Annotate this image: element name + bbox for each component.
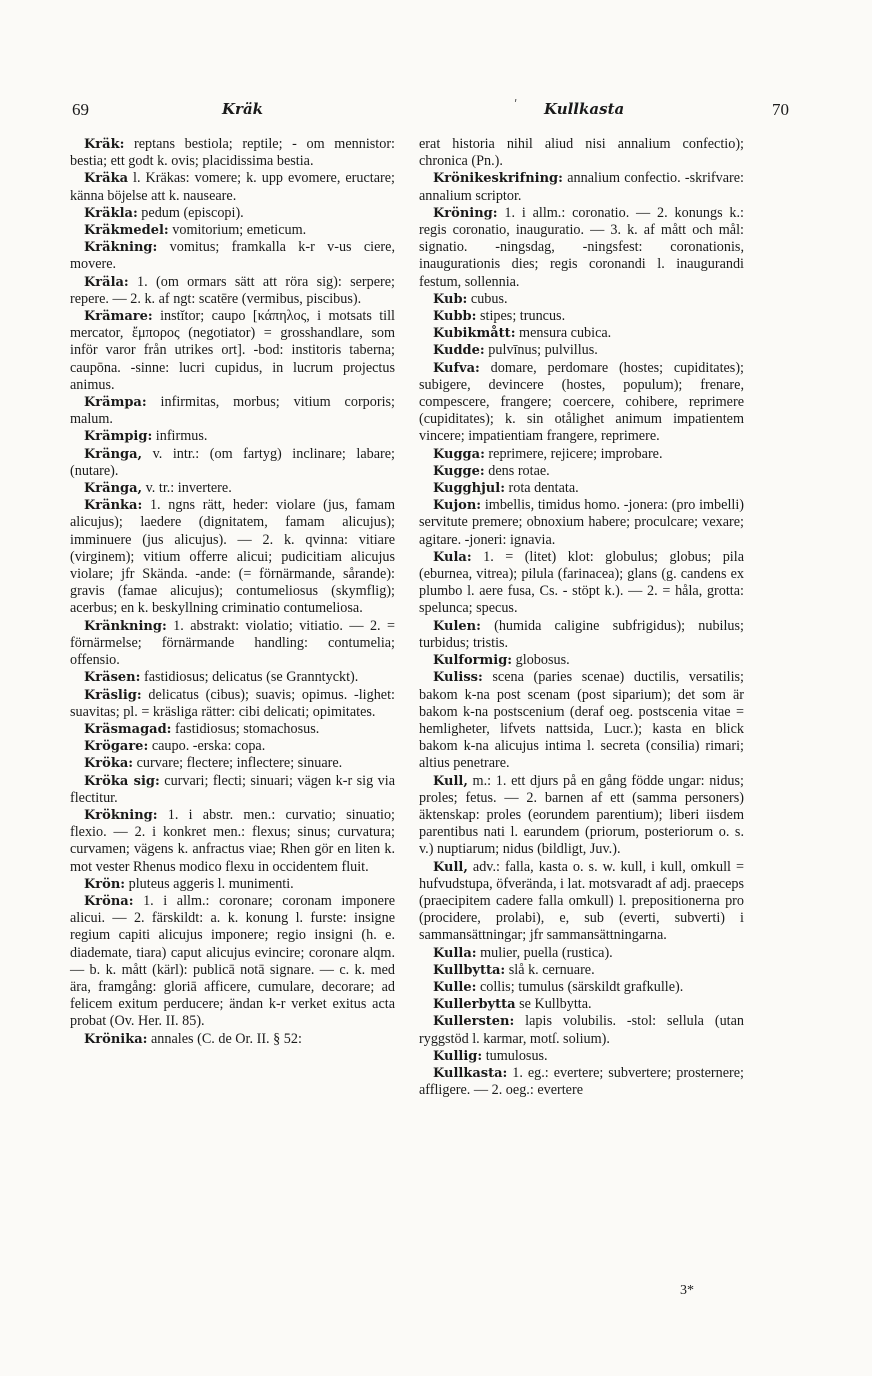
- dictionary-entry: [70, 222, 395, 239]
- entry-definition: vomitus; framkalla k-r v-us ciere, movere.: [70, 239, 395, 273]
- entry-definition: slå k. cernuare.: [505, 961, 595, 978]
- entry-headword: Kullersten:: [433, 1014, 515, 1030]
- dictionary-entry: [70, 618, 395, 670]
- entry-definition: delicatus (cibus); suavis; opimus. -lighet: suavitas; pl. = kräsliga rätter: cibi delicati; opimitates.: [70, 686, 395, 720]
- dictionary-entry: [419, 669, 744, 772]
- dictionary-entry: [419, 291, 744, 308]
- entry-definition: m.: 1. ett djurs på en gång födde ungar: nidus; proles; fetus. — 2. barnen af ett (samma personers) äktenskap: proles (eorundem parentium); liberi iisdem parentibus nati l. earundem (priorum, posteriorum o. s. v.) nuptiarum; nidus (bildligt, Juv.).: [419, 772, 744, 858]
- entry-definition: 1. eg.: evertere; subvertere; prosternere; affligere. — 2. oeg.: evertere: [419, 1064, 744, 1099]
- dictionary-entry: [70, 136, 395, 170]
- entry-definition: tumulosus.: [482, 1047, 548, 1064]
- entry-definition: 1. = (litet) klot: globulus; globus; pila (eburnea, vitrea); pilula (farinacea); glans (g. candens ex plumbo l. aere fusa, Cs. - stöpt k.). — 2. = håla, grotta: spelunca; specus.: [419, 548, 744, 617]
- entry-headword: Kräkla:: [84, 205, 138, 221]
- entry-headword: Krönika:: [84, 1031, 148, 1047]
- entry-definition: erat historia nihil aliud nisi annalium confectio); chronica (Pn.).: [419, 136, 744, 170]
- dictionary-entry: [419, 618, 744, 652]
- entry-headword: Kulla:: [433, 945, 477, 961]
- dictionary-entry: [419, 859, 744, 945]
- decorative-mark: ʹ: [514, 98, 518, 112]
- dictionary-entry: [70, 773, 395, 807]
- dictionary-entry: [70, 755, 395, 772]
- dictionary-entry: [419, 1048, 744, 1065]
- entry-headword: Kräkning:: [84, 240, 158, 256]
- entry-headword: Kubb:: [433, 309, 477, 325]
- dictionary-entry: [419, 962, 744, 979]
- left-column: [70, 136, 395, 1048]
- entry-headword: Kränga,: [84, 446, 143, 462]
- dictionary-entry: [70, 497, 395, 617]
- entry-headword: Kugge:: [433, 463, 485, 479]
- dictionary-entry: [419, 360, 744, 446]
- entry-definition: reptans bestiola; reptile; - om mennistor: bestia; ett godt k. ovis; placidissima bestia.: [70, 136, 395, 170]
- right-page-number: 70: [772, 100, 789, 119]
- entry-headword: Kräsmagad:: [84, 721, 172, 737]
- entry-definition: mulier, puella (rustica).: [476, 944, 613, 961]
- entry-definition: 1. i allm.: coronatio. — 2. konungs k.: regis coronatio, inauguratio. — 3. k. af mått och mål: signatio. -ningsdag, -ningsfest: coronationis, inaugurationis dies; regis coronandi l. inaugurandi festum, sollennia.: [419, 204, 744, 290]
- right-running-head: Kullkasta: [544, 100, 625, 118]
- dictionary-entry: [70, 721, 395, 738]
- dictionary-entry: [70, 687, 395, 721]
- entry-definition: infirmitas, morbus; vitium corporis; malum.: [70, 394, 395, 428]
- dictionary-entry: [419, 480, 744, 497]
- entry-headword: Kröka:: [84, 756, 134, 772]
- dictionary-entry: [70, 669, 395, 686]
- entry-definition: curvari; flecti; sinuari; vägen k-r sig via flectitur.: [70, 772, 395, 806]
- dictionary-entry: [419, 945, 744, 962]
- entry-headword: Kula:: [433, 549, 472, 565]
- entry-headword: Kub:: [433, 291, 468, 307]
- dictionary-entry: [419, 136, 744, 170]
- entry-headword: Kräla:: [84, 274, 129, 290]
- dictionary-entry: [70, 807, 395, 876]
- entry-definition: fastidiosus; stomachosus.: [171, 720, 320, 737]
- entry-headword: Kräsen:: [84, 670, 141, 686]
- dictionary-entry: [70, 170, 395, 204]
- dictionary-entry: [419, 1065, 744, 1099]
- entry-headword: Kull,: [433, 859, 468, 875]
- entry-headword: Kröning:: [433, 205, 498, 221]
- dictionary-entry: [419, 652, 744, 669]
- entry-definition: pluteus aggeris l. munimenti.: [125, 875, 294, 892]
- entry-headword: Kränka:: [84, 498, 143, 514]
- entry-headword: Kröna:: [84, 893, 134, 909]
- entry-headword: Kubikmått:: [433, 326, 516, 342]
- entry-definition: stipes; truncus.: [476, 308, 566, 325]
- entry-headword: Kullig:: [433, 1048, 483, 1064]
- entry-headword: Kuliss:: [433, 670, 483, 686]
- entry-definition: pulvīnus; pulvillus.: [484, 342, 598, 359]
- entry-definition: 1. abstrakt: violatio; vitiatio. — 2. = förnärmelse; förnärmande handling: contumelia; offensio.: [70, 617, 395, 669]
- entry-headword: Kulle:: [433, 979, 477, 995]
- dictionary-entry: [70, 876, 395, 893]
- entry-definition: annales (C. de Or. II. § 52:: [147, 1030, 302, 1047]
- dictionary-entry: [419, 325, 744, 342]
- entry-headword: Kufva:: [433, 360, 480, 376]
- entry-definition: infirmus.: [152, 428, 208, 445]
- dictionary-entry: [419, 170, 744, 204]
- entry-headword: Krön:: [84, 876, 126, 892]
- entry-headword: Kujon:: [433, 498, 482, 514]
- entry-headword: Kulen:: [433, 618, 481, 634]
- entry-headword: Krämare:: [84, 309, 153, 325]
- dictionary-entry: [419, 446, 744, 463]
- dictionary-entry: [419, 979, 744, 996]
- entry-headword: Kräka: [84, 171, 129, 187]
- dictionary-entry: [419, 773, 744, 859]
- entry-definition: pedum (episcopi).: [137, 204, 244, 221]
- entry-definition: instĭtor; caupo [κάπηλος, i motsats till mercator, ἔμπορος (negotiator) = grosshandlare, som inför varor från utrikes ort]. -bod: institoris taberna; caupōna. -sinne: lucri cupidus, in lucrum projectus animus.: [70, 308, 395, 393]
- dictionary-entry: [419, 996, 744, 1013]
- entry-definition: 1. ngns rätt, heder: violare (jus, famam alicujus); laedere (dignitatem, famam alicujus); imminuere (jus alicujus). — 2. k. qvinna: vitiare (virginem); vitium offerre alicui; pudicitiam alicujus violare; jfr Skända. -ande: (= förnärmande, sårande): gravis (famae alicujus); contumeliosus (skymflig); acerbus; en k. beskyllning criminatio contumeliosa.: [70, 497, 395, 617]
- entry-definition: reprimere, rejicere; improbare.: [484, 445, 663, 462]
- left-running-head: Kräk: [222, 100, 264, 118]
- entry-headword: Krämpig:: [84, 429, 153, 445]
- entry-definition: annalium confectio. -skrifvare: annalium scriptor.: [419, 170, 744, 204]
- dictionary-entry: [70, 738, 395, 755]
- entry-headword: Kullbytta:: [433, 962, 506, 978]
- dictionary-entry: [70, 205, 395, 222]
- entry-headword: Kränga,: [84, 481, 143, 497]
- right-column: [419, 136, 744, 1099]
- dictionary-entry: [70, 394, 395, 428]
- entry-definition: rota dentata.: [505, 480, 579, 497]
- entry-headword: Kugghjul:: [433, 481, 505, 497]
- entry-definition: lapis volubilis. -stol: sellula (utan ryggstöd l. karmar, motſ. solium).: [419, 1013, 744, 1047]
- entry-definition: globosus.: [512, 652, 570, 669]
- entry-headword: Kröka sig:: [84, 773, 160, 789]
- entry-definition: imbellis, timidus homo. -jonera: (pro imbelli) servitute premere; obnoxium habere; proculcare; vexare; agitare. -joneri: ignavia.: [419, 497, 744, 548]
- entry-definition: v. intr.: (om fartyg) inclinare; labare; (nutare).: [70, 445, 395, 479]
- dictionary-entry: [70, 274, 395, 308]
- entry-definition: 1. i allm.: coronare; coronam imponere alicui. — 2. färskildt: a. k. konung l. furste: insigne regium capiti alicujus imponere; regio insigni (h. e. diademate, tiara) caput alicujus evincire; coronare alqm. — b. k. mått (kärl): publicā notā signare. — c. k. med ära, framgång: gloriā afficere, cumulare, decorare; ad felicem exitum perducere; ändan k-r verket exitus acta probat (Ov. Her. II. 85).: [70, 892, 395, 1030]
- entry-definition: vomitorium; emeticum.: [168, 222, 307, 239]
- entry-headword: Kulformig:: [433, 653, 513, 669]
- dictionary-entry: [70, 893, 395, 1031]
- dictionary-entry: [70, 308, 395, 394]
- entry-definition: l. Kräkas: vomere; k. upp evomere, eructare; känna böjelse att k. nauseare.: [70, 170, 395, 204]
- dictionary-entry: [419, 308, 744, 325]
- entry-definition: adv.: falla, kasta o. s. w. kull, i kull, omkull = hufvudstupa, öfverända, i lat. motsvaradt af adj. praeceps (praecipitem cadere falla omkull) l. prepositionerna pro (procidere, prolabi), e, sub (everti, subverti) i sammansättningar; jfr sammansättningarna.: [419, 858, 745, 944]
- entry-headword: Krämpa:: [84, 395, 147, 411]
- entry-headword: Kullerbytta: [433, 997, 516, 1013]
- entry-headword: Kullkasta:: [433, 1065, 508, 1081]
- dictionary-entry: [70, 480, 395, 497]
- entry-definition: 1. (om ormars sätt att röra sig): serpere; repere. — 2. k. af ngt: scatēre (vermibus, piscibus).: [70, 273, 395, 307]
- entry-headword: Kull,: [433, 773, 468, 789]
- left-page-number: 69: [72, 100, 89, 119]
- entry-headword: Kräkmedel:: [84, 223, 169, 239]
- entry-headword: Kräk:: [84, 137, 125, 152]
- entry-headword: Kugga:: [433, 446, 485, 462]
- entry-headword: Krökning:: [84, 807, 158, 823]
- entry-definition: scena (paries scenae) ductilis, versatilis; bakom k-na post scenam (post siparium); det som är bakom k-na postscenium (deraf oeg. postscenia vitae = hemligheter, lifvets nattsida, Lucr.); kasta en blick bakom k-na alicujus intima l. secreta (consilia) rimari; altius penetrare.: [419, 669, 744, 772]
- entry-definition: (humida caligine subfrigidus); nubilus; turbidus; tristis.: [419, 617, 744, 651]
- dictionary-entry: [419, 342, 744, 359]
- entry-definition: mensura cubica.: [515, 325, 612, 342]
- entry-headword: Kränkning:: [84, 618, 167, 634]
- entry-definition: fastidiosus; delicatus (se Granntyckt).: [140, 669, 359, 686]
- entry-headword: Kudde:: [433, 343, 485, 359]
- entry-headword: Krönikeskrifning:: [433, 171, 563, 187]
- signature-mark: 3*: [680, 1283, 694, 1298]
- dictionary-entry: [70, 1031, 395, 1048]
- dictionary-entry: [419, 463, 744, 480]
- entry-definition: v. tr.: invertere.: [142, 480, 232, 497]
- entry-definition: collis; tumulus (särskildt grafkulle).: [476, 978, 684, 995]
- entry-definition: curvare; flectere; inflectere; sinuare.: [133, 755, 343, 772]
- entry-definition: caupo. -erska: copa.: [148, 738, 266, 755]
- entry-definition: dens rotae.: [484, 462, 550, 479]
- dictionary-entry: [70, 446, 395, 480]
- dictionary-entry: [419, 549, 744, 618]
- dictionary-entry: [419, 205, 744, 291]
- entry-definition: domare, perdomare (hostes; cupiditates); subigere, devincere (hostes, populum); frenare, compescere, frangere; coercere, cohibere, reprimere (cupiditates); k. sin otålighet animum impatientem vincere; impatientiam frangere, reprimere.: [419, 359, 744, 445]
- dictionary-entry: [70, 239, 395, 273]
- dictionary-entry: [70, 428, 395, 445]
- entry-definition: cubus.: [467, 290, 508, 307]
- entry-definition: 1. i abstr. men.: curvatio; sinuatio; flexio. — 2. i konkret men.: flexus; sinus; curvatura; curvamen; vägens k. anfractus viae; Rhen gör en liten k. mot vester Rhenus modico flexu in occidentem fluit.: [70, 806, 395, 875]
- entry-definition: se Kullbytta.: [515, 996, 592, 1013]
- entry-headword: Krögare:: [84, 739, 149, 755]
- entry-headword: Kräslig:: [84, 687, 142, 703]
- dictionary-entry: [419, 497, 744, 549]
- dictionary-entry: [419, 1013, 744, 1047]
